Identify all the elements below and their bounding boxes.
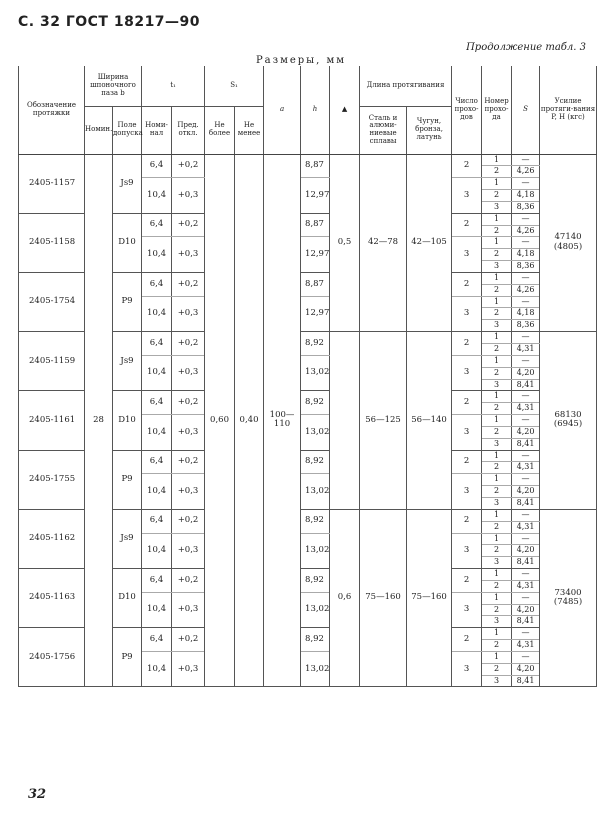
h-cell: 13,02 xyxy=(301,533,330,569)
t1-nominal-cell: 10,4 xyxy=(142,178,172,214)
table-body xyxy=(19,154,597,687)
designation-cell: 2405-1161 xyxy=(19,391,85,450)
s-value-cell: — xyxy=(512,651,540,663)
pass-number-cell: 3 xyxy=(482,438,512,450)
s-value-cell: — xyxy=(512,237,540,249)
passes-cell: 2 xyxy=(452,332,482,356)
tolerance-cell: Js9 xyxy=(113,154,142,213)
pass-number-cell: 1 xyxy=(482,415,512,427)
t1-deviation-cell: +0,2 xyxy=(172,272,205,296)
pass-number-cell: 3 xyxy=(482,201,512,213)
table-row xyxy=(19,154,597,166)
col-pass-no: Номер прохо-да xyxy=(482,66,512,154)
col-designation: Обозначение протяжки xyxy=(19,66,85,154)
t1-deviation-cell: +0,3 xyxy=(172,592,205,628)
pass-number-cell: 1 xyxy=(482,474,512,486)
s-value-cell: 4,31 xyxy=(512,521,540,533)
pass-number-cell: 1 xyxy=(482,533,512,545)
t1-deviation-cell: +0,3 xyxy=(172,651,205,687)
t1-nominal-cell: 6,4 xyxy=(142,509,172,533)
pass-number-cell: 2 xyxy=(482,640,512,652)
s-value-cell: — xyxy=(512,592,540,604)
t1-nominal-cell: 10,4 xyxy=(142,355,172,391)
s-value-cell: 4,20 xyxy=(512,486,540,498)
s-value-cell: 4,31 xyxy=(512,462,540,474)
pass-number-cell: 1 xyxy=(482,213,512,225)
s-value-cell: — xyxy=(512,569,540,581)
t1-nominal-cell: 10,4 xyxy=(142,651,172,687)
pass-number-cell: 1 xyxy=(482,592,512,604)
tolerance-cell: D10 xyxy=(113,213,142,272)
col-key-width: Ширина шпоночного паза b xyxy=(85,66,142,106)
pass-number-cell: 2 xyxy=(482,604,512,616)
tolerance-cell: P9 xyxy=(113,628,142,687)
designation-cell: 2405-1162 xyxy=(19,509,85,568)
t1-deviation-cell: +0,3 xyxy=(172,178,205,214)
length-cast-cell: 42—105 xyxy=(407,154,452,332)
t1-nominal-cell: 10,4 xyxy=(142,474,172,510)
t1-deviation-cell: +0,2 xyxy=(172,213,205,237)
h-cell: 8,87 xyxy=(301,272,330,296)
s-value-cell: 8,41 xyxy=(512,557,540,569)
pass-number-cell: 1 xyxy=(482,332,512,344)
passes-cell: 3 xyxy=(452,237,482,273)
s-value-cell: 8,41 xyxy=(512,438,540,450)
t1-nominal-cell: 6,4 xyxy=(142,213,172,237)
s-value-cell: 4,20 xyxy=(512,426,540,438)
t1-deviation-cell: +0,3 xyxy=(172,355,205,391)
designation-cell: 2405-1158 xyxy=(19,213,85,272)
length-steel-cell: 56—125 xyxy=(360,332,407,510)
pass-number-cell: 1 xyxy=(482,569,512,581)
pass-number-cell: 2 xyxy=(482,284,512,296)
s-value-cell: 4,31 xyxy=(512,403,540,415)
s-value-cell: 4,20 xyxy=(512,604,540,616)
pass-number-cell: 3 xyxy=(482,320,512,332)
designation-cell: 2405-1159 xyxy=(19,332,85,391)
pass-number-cell: 2 xyxy=(482,344,512,356)
pass-number-cell: 3 xyxy=(482,616,512,628)
col-t1-deviation: Пред. откл. xyxy=(172,106,205,154)
pass-number-cell: 2 xyxy=(482,426,512,438)
length-cast-cell: 56—140 xyxy=(407,332,452,510)
t1-deviation-cell: +0,2 xyxy=(172,391,205,415)
pass-number-cell: 2 xyxy=(482,486,512,498)
h-cell: 13,02 xyxy=(301,592,330,628)
pass-number-cell: 3 xyxy=(482,379,512,391)
tolerance-cell: P9 xyxy=(113,450,142,509)
length-cast-cell: 75—160 xyxy=(407,509,452,687)
table-continuation: Продолжение табл. 3 xyxy=(466,42,586,53)
tolerance-cell: P9 xyxy=(113,272,142,331)
passes-cell: 2 xyxy=(452,450,482,474)
s-value-cell: — xyxy=(512,450,540,462)
force-cell: 47140 (4805) xyxy=(540,154,597,332)
pass-number-cell: 1 xyxy=(482,651,512,663)
s-value-cell: — xyxy=(512,332,540,344)
s1-min-cell: 0,40 xyxy=(235,154,264,687)
s-value-cell: — xyxy=(512,509,540,521)
pass-number-cell: 1 xyxy=(482,154,512,166)
col-force: Усилие протяги-вания P, Н (кгс) xyxy=(540,66,597,154)
s-value-cell: — xyxy=(512,355,540,367)
t1-deviation-cell: +0,2 xyxy=(172,332,205,356)
s-value-cell: 8,36 xyxy=(512,201,540,213)
s-value-cell: — xyxy=(512,474,540,486)
tolerance-cell: Js9 xyxy=(113,332,142,391)
pass-number-cell: 3 xyxy=(482,497,512,509)
broach-table xyxy=(18,66,597,687)
h-cell: 8,87 xyxy=(301,213,330,237)
h-cell: 8,92 xyxy=(301,450,330,474)
h-cell: 13,02 xyxy=(301,355,330,391)
page-number: 32 xyxy=(28,787,47,802)
s-value-cell: 4,20 xyxy=(512,663,540,675)
t1-deviation-cell: +0,2 xyxy=(172,569,205,593)
pass-number-cell: 1 xyxy=(482,178,512,190)
s1-max-cell: 0,60 xyxy=(205,154,235,687)
t1-nominal-cell: 6,4 xyxy=(142,272,172,296)
pass-number-cell: 3 xyxy=(482,557,512,569)
t1-nominal-cell: 10,4 xyxy=(142,592,172,628)
s-value-cell: 4,18 xyxy=(512,249,540,261)
col-tolerance-field: Поле допуска xyxy=(113,106,142,154)
pass-number-cell: 2 xyxy=(482,190,512,202)
pass-number-cell: 3 xyxy=(482,261,512,273)
h-cell: 12,97 xyxy=(301,178,330,214)
t1-deviation-cell: +0,2 xyxy=(172,450,205,474)
pass-number-cell: 2 xyxy=(482,249,512,261)
s-value-cell: 4,31 xyxy=(512,580,540,592)
s-value-cell: 8,36 xyxy=(512,261,540,273)
col-a: a xyxy=(264,66,301,154)
s-value-cell: 8,41 xyxy=(512,497,540,509)
col-length-steel: Сталь и алюми-ниевые сплавы xyxy=(360,106,407,154)
pass-number-cell: 1 xyxy=(482,237,512,249)
t1-nominal-cell: 10,4 xyxy=(142,533,172,569)
s-value-cell: — xyxy=(512,533,540,545)
t1-nominal-cell: 6,4 xyxy=(142,628,172,652)
s-value-cell: 4,18 xyxy=(512,308,540,320)
designation-cell: 2405-1754 xyxy=(19,272,85,331)
passes-cell: 2 xyxy=(452,509,482,533)
tolerance-cell: D10 xyxy=(113,391,142,450)
a-cell: 100—110 xyxy=(264,154,301,687)
passes-cell: 2 xyxy=(452,391,482,415)
passes-cell: 3 xyxy=(452,355,482,391)
s-value-cell: — xyxy=(512,154,540,166)
t1-deviation-cell: +0,2 xyxy=(172,628,205,652)
passes-cell: 3 xyxy=(452,178,482,214)
t1-nominal-cell: 10,4 xyxy=(142,415,172,451)
h-cell: 8,92 xyxy=(301,391,330,415)
s-value-cell: — xyxy=(512,391,540,403)
pass-number-cell: 1 xyxy=(482,391,512,403)
designation-cell: 2405-1756 xyxy=(19,628,85,687)
delta-cell: 0,6 xyxy=(330,509,360,687)
t1-deviation-cell: +0,2 xyxy=(172,509,205,533)
page-header: С. 32 ГОСТ 18217—90 xyxy=(18,14,201,30)
t1-nominal-cell: 6,4 xyxy=(142,450,172,474)
pass-number-cell: 1 xyxy=(482,450,512,462)
s-value-cell: 4,20 xyxy=(512,367,540,379)
t1-deviation-cell: +0,3 xyxy=(172,415,205,451)
pass-number-cell: 1 xyxy=(482,272,512,284)
h-cell: 13,02 xyxy=(301,415,330,451)
sizes-caption: Размеры, мм xyxy=(255,55,347,66)
t1-nominal-cell: 6,4 xyxy=(142,569,172,593)
force-cell: 73400 (7485) xyxy=(540,509,597,687)
h-cell: 13,02 xyxy=(301,474,330,510)
s-value-cell: 8,36 xyxy=(512,320,540,332)
s-value-cell: 4,26 xyxy=(512,166,540,178)
designation-cell: 2405-1163 xyxy=(19,569,85,628)
pass-number-cell: 2 xyxy=(482,308,512,320)
s-value-cell: 4,31 xyxy=(512,640,540,652)
t1-deviation-cell: +0,3 xyxy=(172,533,205,569)
s-value-cell: — xyxy=(512,272,540,284)
passes-cell: 2 xyxy=(452,569,482,593)
t1-nominal-cell: 6,4 xyxy=(142,332,172,356)
col-t1: t₁ xyxy=(142,66,205,106)
length-steel-cell: 42—78 xyxy=(360,154,407,332)
col-s1-min: Не менее xyxy=(235,106,264,154)
t1-nominal-cell: 10,4 xyxy=(142,296,172,332)
t1-nominal-cell: 10,4 xyxy=(142,237,172,273)
h-cell: 12,97 xyxy=(301,296,330,332)
t1-nominal-cell: 6,4 xyxy=(142,154,172,178)
pass-number-cell: 2 xyxy=(482,367,512,379)
s-value-cell: 4,18 xyxy=(512,190,540,202)
s-value-cell: 8,41 xyxy=(512,379,540,391)
h-cell: 13,02 xyxy=(301,651,330,687)
s-value-cell: — xyxy=(512,415,540,427)
s-value-cell: 4,26 xyxy=(512,225,540,237)
col-passes: Число прохо-дов xyxy=(452,66,482,154)
delta-cell xyxy=(330,332,360,510)
s-value-cell: 4,26 xyxy=(512,284,540,296)
col-s1: S₁ xyxy=(205,66,264,106)
designation-cell: 2405-1755 xyxy=(19,450,85,509)
passes-cell: 2 xyxy=(452,213,482,237)
table-header xyxy=(19,66,597,154)
pass-number-cell: 1 xyxy=(482,509,512,521)
col-h: h xyxy=(301,66,330,154)
h-cell: 8,92 xyxy=(301,628,330,652)
passes-cell: 3 xyxy=(452,651,482,687)
pass-number-cell: 2 xyxy=(482,225,512,237)
t1-deviation-cell: +0,3 xyxy=(172,296,205,332)
h-cell: 8,87 xyxy=(301,154,330,178)
col-length-cast: Чугун, бронза, латунь xyxy=(407,106,452,154)
pass-number-cell: 2 xyxy=(482,545,512,557)
col-s: S xyxy=(512,66,540,154)
length-steel-cell: 75—160 xyxy=(360,509,407,687)
h-cell: 12,97 xyxy=(301,237,330,273)
passes-cell: 3 xyxy=(452,296,482,332)
passes-cell: 3 xyxy=(452,533,482,569)
pass-number-cell: 2 xyxy=(482,166,512,178)
s-value-cell: — xyxy=(512,296,540,308)
s-value-cell: — xyxy=(512,178,540,190)
passes-cell: 3 xyxy=(452,415,482,451)
pass-number-cell: 1 xyxy=(482,355,512,367)
col-length: Длина протягивания xyxy=(360,66,452,106)
s-value-cell: 8,41 xyxy=(512,616,540,628)
pass-number-cell: 3 xyxy=(482,675,512,687)
pass-number-cell: 1 xyxy=(482,628,512,640)
force-cell: 68130 (6945) xyxy=(540,332,597,510)
s-value-cell: — xyxy=(512,628,540,640)
pass-number-cell: 2 xyxy=(482,663,512,675)
col-nominal: Номин. xyxy=(85,106,113,154)
col-t1-nominal: Номи-нал xyxy=(142,106,172,154)
pass-number-cell: 2 xyxy=(482,403,512,415)
pass-number-cell: 2 xyxy=(482,521,512,533)
tolerance-cell: Js9 xyxy=(113,509,142,568)
s-value-cell: 4,31 xyxy=(512,344,540,356)
t1-deviation-cell: +0,3 xyxy=(172,237,205,273)
h-cell: 8,92 xyxy=(301,332,330,356)
passes-cell: 3 xyxy=(452,474,482,510)
delta-cell: 0,5 xyxy=(330,154,360,332)
col-s1-max: Не более xyxy=(205,106,235,154)
pass-number-cell: 1 xyxy=(482,296,512,308)
passes-cell: 2 xyxy=(452,272,482,296)
s-value-cell: 8,41 xyxy=(512,675,540,687)
passes-cell: 2 xyxy=(452,628,482,652)
tolerance-cell: D10 xyxy=(113,569,142,628)
s-value-cell: 4,20 xyxy=(512,545,540,557)
passes-cell: 2 xyxy=(452,154,482,178)
t1-deviation-cell: +0,3 xyxy=(172,474,205,510)
key-width-cell: 28 xyxy=(85,154,113,687)
h-cell: 8,92 xyxy=(301,569,330,593)
col-delta: ▲ xyxy=(330,66,360,154)
t1-deviation-cell: +0,2 xyxy=(172,154,205,178)
t1-nominal-cell: 6,4 xyxy=(142,391,172,415)
h-cell: 8,92 xyxy=(301,509,330,533)
s-value-cell: — xyxy=(512,213,540,225)
pass-number-cell: 2 xyxy=(482,462,512,474)
passes-cell: 3 xyxy=(452,592,482,628)
pass-number-cell: 2 xyxy=(482,580,512,592)
designation-cell: 2405-1157 xyxy=(19,154,85,213)
